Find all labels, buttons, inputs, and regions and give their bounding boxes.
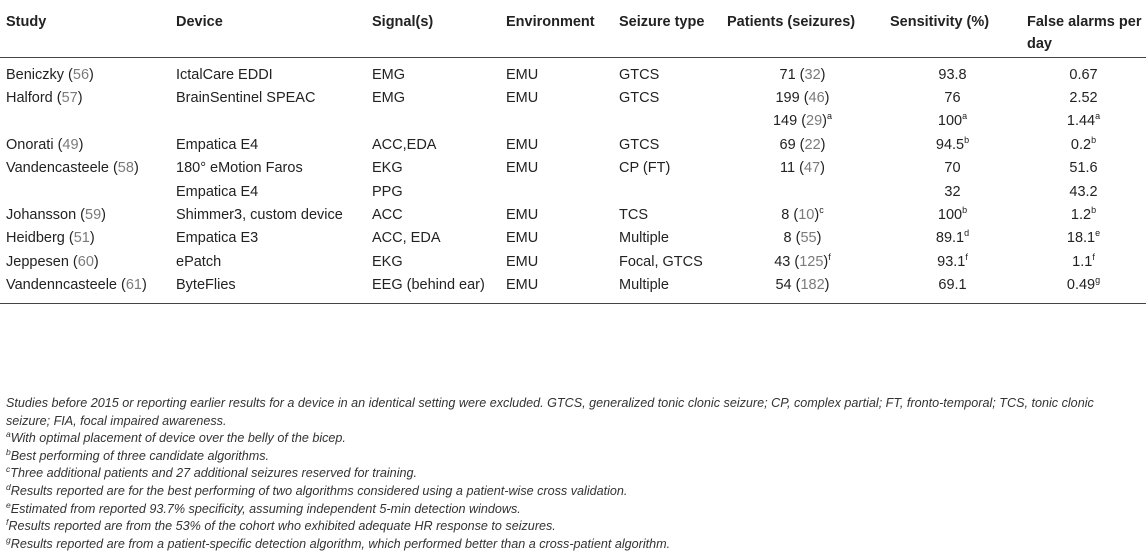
cell-seizure-type: CP (FT): [619, 160, 671, 177]
header-study: Study: [0, 0, 170, 57]
false-alarm-value: 51.6: [1069, 160, 1098, 177]
header-patients: Patients (seizures): [721, 0, 884, 57]
cell-false-alarms: [1021, 274, 1146, 303]
cell-environment: EMU: [506, 253, 539, 270]
header-seizure-type: Seizure type: [613, 0, 721, 57]
footnote-mark: d: [6, 481, 11, 492]
cell-false-alarms: [1021, 251, 1146, 274]
footnote: [6, 448, 1140, 466]
reference-link[interactable]: 49: [62, 136, 79, 153]
cell-sensitivity: [884, 204, 1021, 227]
seizure-count: 125: [799, 253, 824, 270]
sensitivity-value: 76: [944, 89, 961, 106]
reference-link[interactable]: 60: [77, 253, 94, 270]
cell-patients: 199 (46): [775, 89, 830, 106]
study-name: Beniczky: [6, 66, 65, 83]
seizure-count: 55: [800, 230, 817, 247]
study-name: Johansson: [6, 206, 77, 223]
footnote-mark: e: [6, 499, 11, 510]
footnote-mark: f: [828, 251, 831, 262]
cell-sensitivity: [884, 157, 1021, 180]
cell-false-alarms: [1021, 134, 1146, 157]
footnote: [6, 536, 1140, 553]
cell-seizure-type: Multiple: [613, 274, 721, 303]
header-environment: Environment: [500, 0, 613, 57]
sensitivity-value: 70: [944, 160, 961, 177]
sensitivity-value: 93.8: [938, 66, 967, 83]
cell-device: BrainSentinel SPEAC: [176, 89, 316, 106]
reference-link[interactable]: 51: [73, 230, 90, 247]
cell-seizure-type: GTCS: [619, 136, 660, 153]
seizure-count: 46: [808, 89, 825, 106]
cell-patients: 43 $(125)^f$: [774, 251, 831, 270]
cell-device: ByteFlies: [170, 274, 366, 303]
cell-device: Empatica E3: [176, 230, 259, 247]
table-row: [0, 181, 1146, 204]
cell-false-alarms: [1021, 87, 1146, 110]
cell-false-alarms: [1021, 227, 1146, 250]
cell-study: Halford (57): [6, 89, 83, 106]
cell-false-alarms: [1021, 157, 1146, 180]
cell-study: Onorati (49): [6, 136, 84, 153]
table-row: [0, 87, 1146, 110]
cell-environment: EMU: [500, 274, 613, 303]
study-name: Halford: [6, 89, 53, 106]
reference-link[interactable]: 59: [85, 206, 102, 223]
reference-link[interactable]: 61: [125, 277, 142, 294]
cell-sensitivity: [884, 57, 1021, 87]
cell-sensitivity: [884, 110, 1021, 133]
cell-study: [0, 110, 170, 133]
false-alarm-value: 0.67: [1069, 66, 1098, 83]
table-row: [0, 134, 1146, 157]
cell-device: [170, 110, 366, 133]
patient-count: 149: [772, 113, 798, 130]
cell-study: Vandenncasteele (61): [0, 274, 170, 303]
cell-false-alarms: [1021, 204, 1146, 227]
false-alarm-value: 1.2: [1070, 206, 1092, 223]
patient-count: 71: [779, 66, 796, 83]
cell-environment: EMU: [506, 206, 539, 223]
footnote-mark: a: [6, 429, 11, 440]
table-row: [0, 57, 1146, 87]
footnote-mark: b: [6, 446, 11, 457]
cell-patients: 8 (55): [783, 230, 822, 247]
cell-signal: EKG: [372, 160, 403, 177]
cell-environment: EMU: [506, 136, 539, 153]
cell-seizure-type: [613, 181, 721, 204]
cell-signal: ACC,EDA: [372, 136, 437, 153]
header-row: [0, 0, 1146, 57]
patient-count: 43: [774, 253, 791, 270]
cell-sensitivity: [884, 181, 1021, 204]
cell-patients: 71 (32): [779, 66, 826, 83]
sensitivity-value: 32: [944, 183, 961, 200]
sensitivity-value: 93.1: [937, 253, 966, 270]
footnote-mark: g: [1095, 275, 1101, 286]
footnote-text: With optimal placement of device over the belly of the bicep.: [10, 431, 346, 446]
footnote: [6, 430, 1140, 448]
cell-device: Empatica E4: [176, 136, 259, 153]
footnote-text: Results reported are from a patient-specific detection algorithm, which performed better than a cross-patient algorithm.: [10, 536, 671, 551]
sensitivity-value: 100: [937, 113, 963, 130]
footnote-text: Estimated from reported 93.7% specificity, assuming independent 5-min detection windows.: [10, 501, 521, 516]
false-alarm-value: 1.1: [1072, 253, 1093, 270]
footnote-mark: b: [962, 204, 968, 215]
cell-signal: EKG: [372, 253, 403, 270]
cell-false-alarms: [1021, 57, 1146, 87]
seizure-count: 29: [806, 113, 823, 130]
table-row: [0, 157, 1146, 180]
cell-device: Shimmer3, custom device: [176, 206, 343, 223]
cell-environment: EMU: [506, 89, 539, 106]
cell-signal: ACC, EDA: [372, 230, 441, 247]
cell-environment: EMU: [506, 230, 539, 247]
footnote-mark: e: [1095, 228, 1101, 239]
false-alarm-value: 43.2: [1069, 183, 1098, 200]
seizure-count: 47: [803, 160, 821, 177]
footnote-text: Best performing of three candidate algorithms.: [10, 448, 270, 463]
cell-seizure-type: GTCS: [619, 89, 660, 106]
cell-study: Jeppesen (60): [6, 253, 99, 270]
cell-study: [0, 181, 170, 204]
footnote-mark: f: [965, 251, 968, 262]
footnote-mark: a: [827, 111, 833, 122]
cell-signal: EEG (behind ear): [366, 274, 500, 303]
reference-link[interactable]: 56: [72, 66, 90, 83]
patient-count: 69: [779, 136, 796, 153]
cell-seizure-type: Focal, GTCS: [619, 253, 703, 270]
cell-device: 180° eMotion Faros: [176, 160, 303, 177]
footnote-mark: b: [1091, 204, 1097, 215]
cell-sensitivity: [884, 87, 1021, 110]
patient-count: 54: [775, 277, 792, 294]
cell-study: Vandencasteele (58): [6, 160, 139, 177]
cell-patients: 149 $(29)^a$: [772, 111, 833, 130]
reference-link[interactable]: 57: [61, 89, 78, 106]
false-alarm-value: 0.2: [1070, 136, 1092, 153]
cell-signal: [366, 110, 500, 133]
footnote-mark: f: [6, 517, 9, 528]
footnote-mark: a: [1095, 111, 1101, 122]
footnote-text: Results reported are from the 53% of the cohort who exhibited adequate HR response to seizures.: [8, 519, 556, 534]
study-name: Onorati: [6, 136, 54, 153]
cell-device: ePatch: [176, 253, 222, 270]
seizure-count: 22: [804, 136, 821, 153]
cell-environment: EMU: [506, 66, 539, 83]
table-row: [0, 251, 1146, 274]
footnote-mark: b: [964, 134, 970, 145]
footnote-mark: a: [962, 111, 968, 122]
footnote-mark: c: [819, 204, 824, 215]
header-signal: Signal(s): [366, 0, 500, 57]
patient-count: 11: [780, 160, 796, 177]
reference-link[interactable]: 58: [117, 160, 134, 177]
patient-count: 199: [775, 89, 800, 106]
cell-study: Johansson (59): [6, 206, 106, 223]
cell-patients: 11 (47): [780, 160, 825, 177]
cell-seizure-type: Multiple: [619, 230, 669, 247]
footnote-mark: d: [964, 228, 970, 239]
footnote-mark: g: [6, 534, 11, 545]
sensitivity-value: 89.1: [935, 230, 965, 247]
footnote: [6, 518, 1140, 536]
header-sensitivity: Sensitivity (%): [884, 0, 1021, 57]
table-notes: [6, 395, 1140, 553]
cell-device: IctalCare EDDI: [176, 66, 273, 83]
cell-seizure-type: [613, 110, 721, 133]
patient-count: 8: [781, 206, 790, 223]
header-false-alarms: False alarms per day: [1021, 0, 1146, 57]
cell-sensitivity: [884, 274, 1021, 303]
table-row: [0, 227, 1146, 250]
footnote: [6, 501, 1140, 519]
table-row: [0, 110, 1146, 133]
footnote-list: [6, 430, 1140, 553]
patient-count: 8: [783, 230, 792, 247]
seizure-count: 182: [800, 277, 825, 294]
cell-device: Empatica E4: [176, 183, 259, 200]
cell-false-alarms: [1021, 110, 1146, 133]
footnote-mark: f: [1092, 251, 1095, 262]
footnote-mark: b: [1091, 134, 1097, 145]
cell-false-alarms: [1021, 181, 1146, 204]
sensitivity-value: 69.1: [938, 277, 967, 294]
false-alarm-value: 1.44: [1066, 113, 1096, 130]
cell-signal: ACC: [372, 206, 403, 223]
seizure-count: 32: [804, 66, 821, 83]
table-row: [0, 204, 1146, 227]
study-name: Vandencasteele: [6, 160, 109, 177]
footnote: [6, 483, 1140, 501]
cell-signal: EMG: [372, 89, 406, 106]
footnote: [6, 465, 1140, 483]
cell-patients: 8 $(10)^c$: [781, 204, 824, 223]
sensitivity-value: 94.5: [935, 136, 965, 153]
sensitivity-value: 100: [937, 206, 963, 223]
study-name: Heidberg: [6, 230, 65, 247]
cell-environment: [500, 110, 613, 133]
cell-sensitivity: [884, 227, 1021, 250]
cell-signal: EMG: [372, 66, 406, 83]
cell-study: Heidberg (51): [6, 230, 95, 247]
false-alarm-value: 18.1: [1066, 230, 1096, 247]
header-device: Device: [170, 0, 366, 57]
false-alarm-value: 0.49: [1066, 277, 1096, 294]
cell-seizure-type: GTCS: [619, 66, 660, 83]
footnote-mark: c: [6, 464, 11, 475]
cell-signal: PPG: [372, 183, 403, 200]
cell-environment: EMU: [506, 160, 539, 177]
cell-patients: 54 (182): [721, 274, 884, 303]
false-alarm-value: 2.52: [1069, 89, 1098, 106]
table-caption: Studies before 2015 or reporting earlier results for a device in an identical setting were excluded. GTCS, generalized tonic clonic seizure; CP, complex partial; FT, fronto-temporal; TCS, tonic clonic seizure; FIA, focal impaired awareness.: [6, 396, 1094, 428]
table-body: [0, 57, 1146, 303]
cell-sensitivity: [884, 251, 1021, 274]
cell-patients: [721, 181, 884, 204]
seizure-count: 10: [798, 206, 815, 223]
cell-sensitivity: [884, 134, 1021, 157]
cell-seizure-type: TCS: [619, 206, 648, 223]
study-name: Jeppesen: [6, 253, 69, 270]
cell-patients: 69 (22): [779, 136, 826, 153]
footnote-text: Results reported are for the best performing of two algorithms considered using a patient-wise cross validation.: [10, 483, 628, 498]
cell-environment: [500, 181, 613, 204]
table-row: [0, 274, 1146, 303]
footnote-text: Three additional patients and 27 additional seizures reserved for training.: [10, 466, 417, 481]
study-name: Vandenncasteele: [6, 277, 117, 294]
cell-study: Beniczky (56): [6, 66, 94, 83]
